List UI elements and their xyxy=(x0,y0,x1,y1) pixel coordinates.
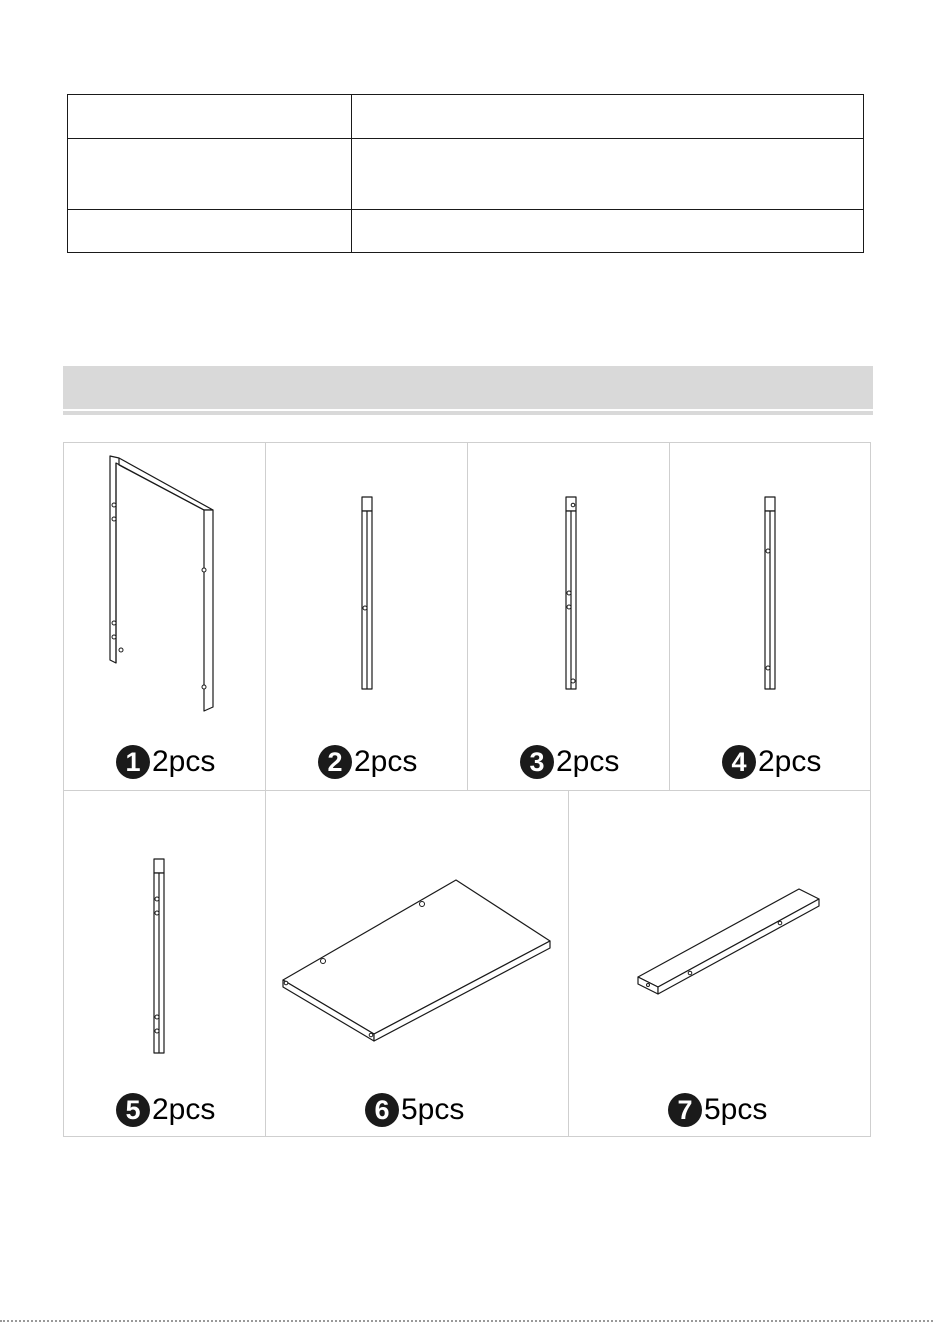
table-cell xyxy=(352,95,864,139)
part-quantity: 2pcs xyxy=(758,745,822,778)
part-number-badge: 2 xyxy=(318,745,352,779)
part-label xyxy=(318,745,417,779)
table-cell xyxy=(68,210,352,253)
part-quantity: 5pcs xyxy=(704,1093,768,1126)
part-cell-6 xyxy=(265,790,569,1137)
page-bottom-divider xyxy=(0,1320,933,1322)
part-cell-1 xyxy=(63,442,266,791)
part-quantity: 2pcs xyxy=(354,745,418,778)
table-row xyxy=(68,210,864,253)
part-label xyxy=(520,745,619,779)
table-row xyxy=(68,139,864,210)
section-heading-band xyxy=(63,366,873,409)
plank-icon xyxy=(569,791,872,1138)
part-number-badge: 6 xyxy=(365,1093,399,1127)
table-cell xyxy=(68,139,352,210)
leg-post-icon xyxy=(266,443,469,792)
table-row xyxy=(68,95,864,139)
leg-post-icon xyxy=(468,443,671,792)
part-number-badge: 5 xyxy=(116,1093,150,1127)
part-label xyxy=(668,1093,767,1127)
part-quantity: 2pcs xyxy=(152,745,216,778)
part-number-badge: 3 xyxy=(520,745,554,779)
part-number-badge: 1 xyxy=(116,745,150,779)
part-cell-2 xyxy=(265,442,468,791)
part-label xyxy=(116,1093,215,1127)
table-cell xyxy=(352,210,864,253)
part-label xyxy=(722,745,821,779)
part-label xyxy=(116,745,215,779)
part-quantity: 2pcs xyxy=(556,745,620,778)
part-label xyxy=(365,1093,464,1127)
part-quantity: 2pcs xyxy=(152,1093,216,1126)
table-cell xyxy=(68,95,352,139)
shelf-board-icon xyxy=(266,791,570,1138)
part-cell-7 xyxy=(568,790,871,1137)
table-cell xyxy=(352,139,864,210)
section-divider xyxy=(63,411,873,415)
part-number-badge: 7 xyxy=(668,1093,702,1127)
leg-post-icon xyxy=(64,791,267,1138)
info-table xyxy=(67,94,864,253)
part-number-badge: 4 xyxy=(722,745,756,779)
part-cell-4 xyxy=(669,442,871,791)
u-frame-icon xyxy=(64,443,267,792)
part-cell-5 xyxy=(63,790,266,1137)
part-cell-3 xyxy=(467,442,670,791)
leg-post-icon xyxy=(670,443,872,792)
part-quantity: 5pcs xyxy=(401,1093,465,1126)
